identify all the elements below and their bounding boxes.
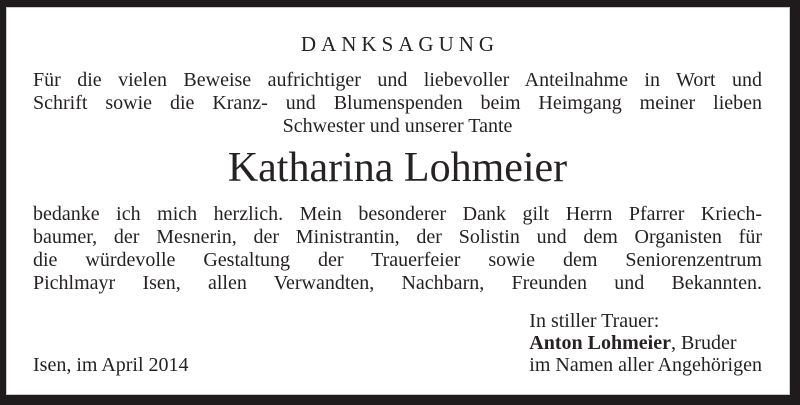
thanks-line-2: baumer, der Mesnerin, der Ministrantin, der Solistin und dem Organisten für [33, 226, 762, 248]
mourning-phrase: In stiller Trauer: [529, 310, 660, 332]
thanks-paragraph [33, 203, 762, 295]
thanks-line-4: Pichlmayr Isen, allen Verwandten, Nachbarn, Freunden und Bekannten. [33, 272, 762, 294]
mourner-name: Anton Lohmeier [529, 332, 671, 354]
notice-footer [33, 310, 762, 376]
intro-line-1: Für die vielen Beweise aufrichtiger und liebevoller Anteilnahme in Wort und [33, 69, 762, 91]
mourner-relation: , Bruder [670, 332, 737, 354]
intro-paragraph [33, 69, 762, 138]
thanks-line-1: bedanke ich mich herzlich. Mein besonderer Dank gilt Herrn Pfarrer Kriech- [33, 203, 762, 225]
deceased-name: Katharina Lohmeier [227, 145, 568, 191]
mourner-line [529, 332, 762, 354]
thanks-line-3: die würdevolle Gestaltung der Trauerfeier sowie dem Seniorenzentrum [33, 249, 762, 271]
intro-line-2: Schrift sowie die Kranz- und Blumenspenden beim Heimgang meiner lieben [33, 92, 762, 114]
notice-content [6, 7, 790, 376]
intro-line-3: Schwester und unserer Tante [282, 115, 513, 137]
place-date: Isen, im April 2014 [33, 354, 189, 376]
notice-title: DANKSAGUNG [300, 32, 500, 56]
mourners-block [529, 310, 762, 376]
on-behalf: im Namen aller Angehörigen [529, 354, 762, 376]
